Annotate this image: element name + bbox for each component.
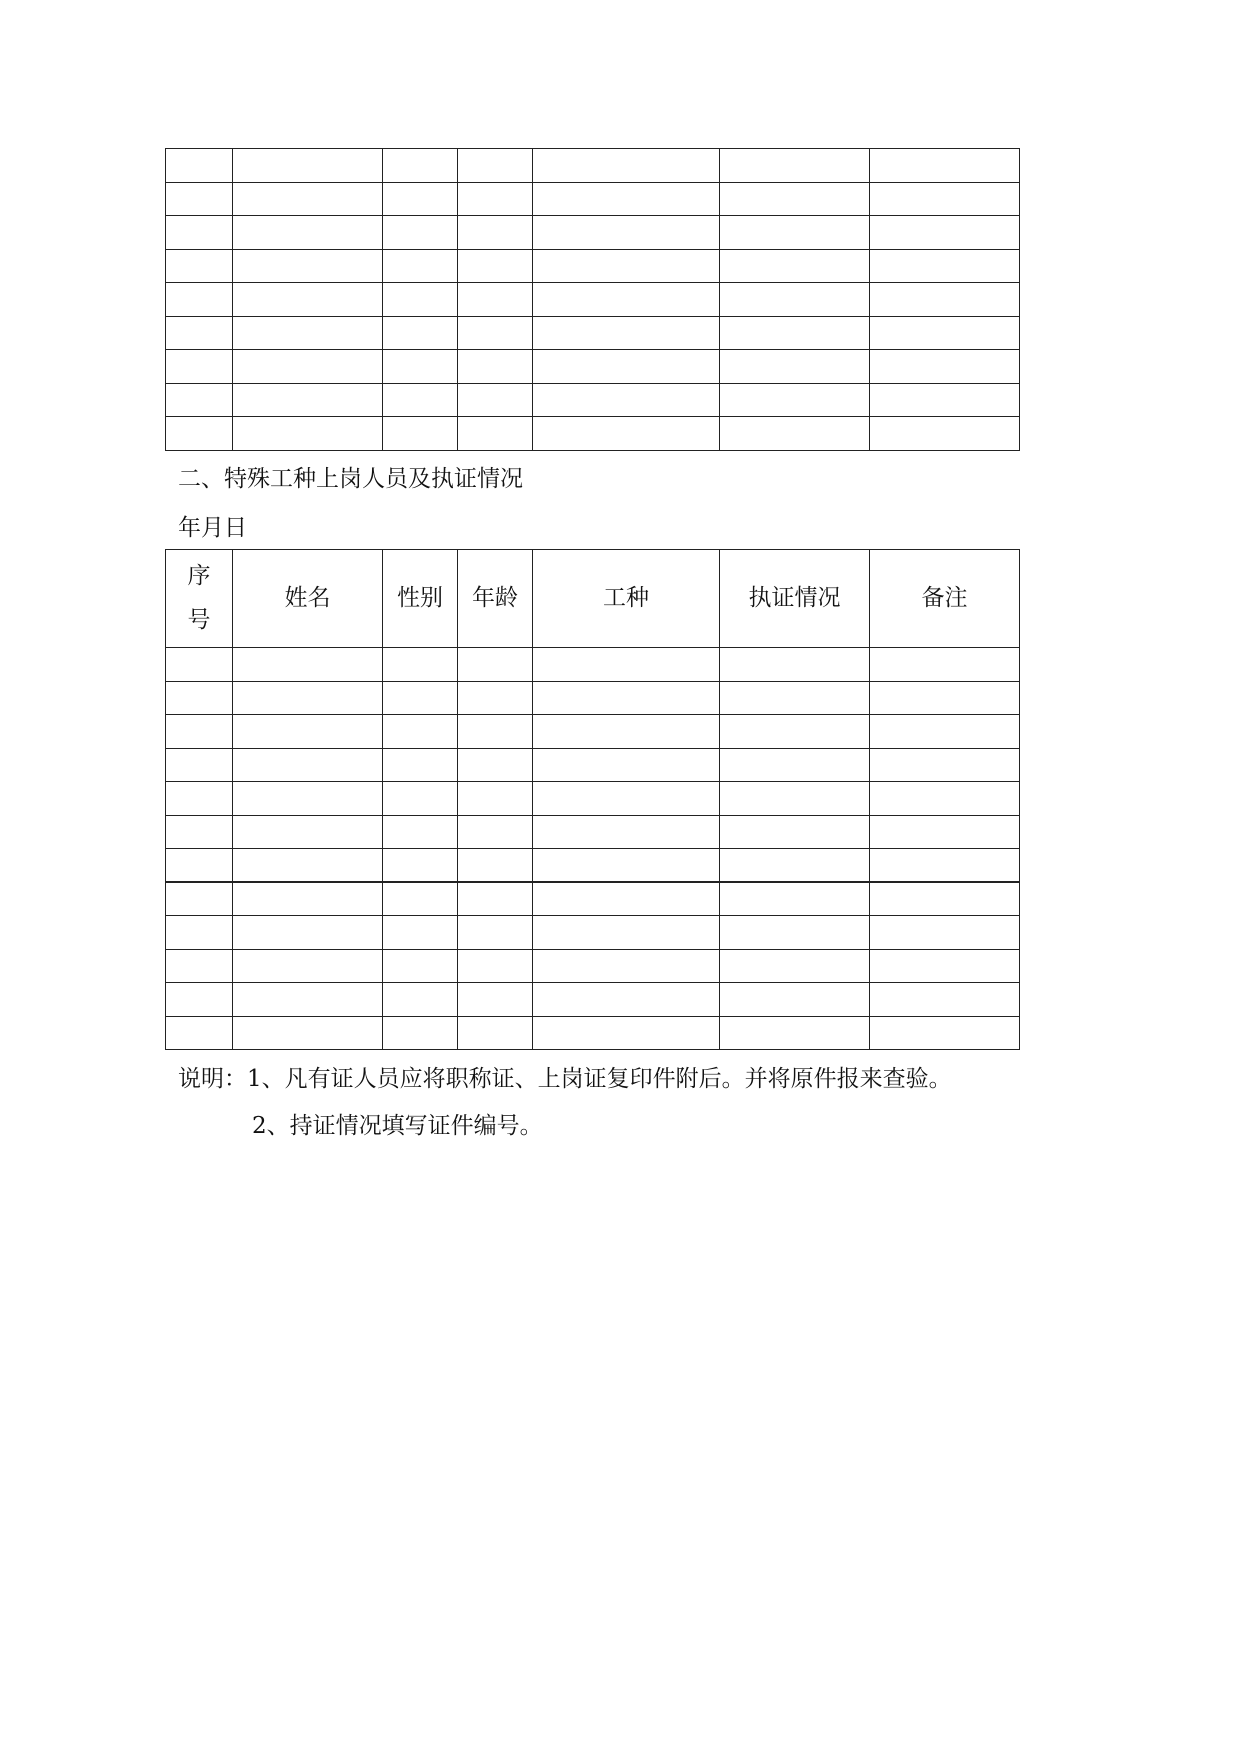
table-row (166, 417, 1020, 451)
table-row (166, 249, 1020, 283)
note-line-1: 说明：1、凡有证人员应将职称证、上岗证复印件附后。并将原件报来查验。 (178, 1066, 952, 1092)
special-worker-table (165, 549, 1020, 1050)
note-line-2: 2、持证情况填写证件编号。 (252, 1113, 543, 1139)
date-line: 年月日 (178, 515, 247, 541)
table-header-row (166, 550, 1020, 648)
header-remarks: 备注 (870, 550, 1020, 648)
table-row (166, 782, 1020, 816)
table-row (166, 1016, 1020, 1050)
header-certificate-status: 执证情况 (720, 550, 870, 648)
table-row (166, 983, 1020, 1017)
section-title: 二、特殊工种上岗人员及执证情况 (178, 466, 523, 492)
staff-table-continued (165, 148, 1020, 451)
header-gender: 性别 (383, 550, 458, 648)
header-serial-number: 序号 (166, 550, 233, 648)
header-trade: 工种 (533, 550, 720, 648)
table-row (166, 283, 1020, 317)
table-row (166, 715, 1020, 749)
table-row (166, 383, 1020, 417)
table-row (166, 648, 1020, 682)
table-row (166, 350, 1020, 384)
table-row (166, 316, 1020, 350)
table-row (166, 849, 1020, 883)
table-row (166, 916, 1020, 950)
header-age: 年龄 (458, 550, 533, 648)
table-row (166, 182, 1020, 216)
table-row (166, 216, 1020, 250)
header-name: 姓名 (233, 550, 383, 648)
table-row (166, 882, 1020, 916)
table-row (166, 149, 1020, 183)
table-row (166, 949, 1020, 983)
table-row (166, 815, 1020, 849)
table-row (166, 748, 1020, 782)
table-row (166, 681, 1020, 715)
staff-table-body (166, 149, 1020, 451)
